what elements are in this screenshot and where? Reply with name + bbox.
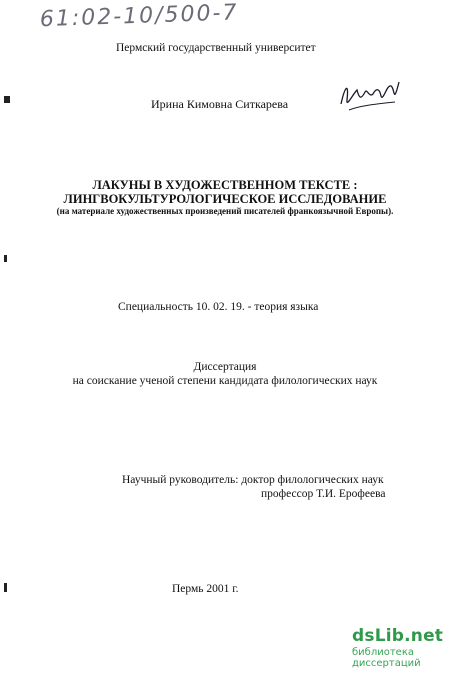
place-and-year: Пермь 2001 г.: [172, 583, 239, 595]
dissertation-title-line2: ЛИНГВОКУЛЬТУРОЛОГИЧЕСКОЕ ИССЛЕДОВАНИЕ: [63, 192, 387, 206]
dissertation-purpose: на соискание ученой степени кандидата филологических наук: [72, 375, 378, 387]
margin-mark-bottom: [4, 583, 7, 592]
supervisor-line2: профессор Т.И. Ерофеева: [261, 488, 386, 500]
supervisor-line1: Научный руководитель: доктор филологических наук: [122, 474, 384, 486]
handwritten-number: 61:02-10/500-7: [39, 0, 239, 33]
author-name: Ирина Кимовна Ситкарева: [151, 97, 289, 111]
university-name: Пермский государственный университет: [116, 42, 316, 54]
author-signature: [335, 76, 405, 116]
margin-mark-middle: [4, 255, 7, 262]
watermark-caption: библиотека диссертаций: [352, 647, 421, 669]
margin-mark-top: [4, 96, 10, 103]
watermark-logo[interactable]: dsLib.net: [352, 626, 444, 646]
dissertation-title-line1: ЛАКУНЫ В ХУДОЖЕСТВЕННОМ ТЕКСТЕ :: [92, 178, 358, 192]
dissertation-label: Диссертация: [193, 361, 257, 373]
dissertation-subtitle: (на материале художественных произведений писателей франкоязычной Европы).: [56, 206, 394, 216]
specialty-line: Специальность 10. 02. 19. - теория языка: [118, 301, 319, 313]
